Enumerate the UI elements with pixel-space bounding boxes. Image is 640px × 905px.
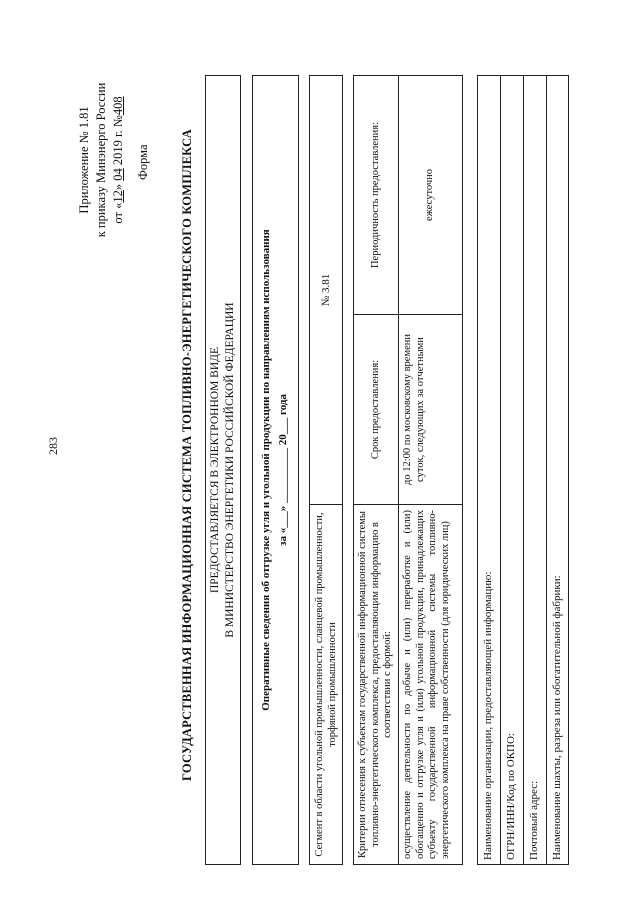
document-title: ГОСУДАРСТВЕННАЯ ИНФОРМАЦИОННАЯ СИСТЕМА ТОПЛИВНО-ЭНЕРГЕТИЧЕСКОГО КОМПЛЕКСА (180, 129, 194, 781)
deadline-value: до 12:00 по московскому времени суток, следующих за отчетными (402, 334, 426, 485)
segment-label: Сегмент в области угольной промышленности, сланцевой промышленности, торфяной промышленности (310, 504, 342, 864)
annex-date-mid1: » (111, 183, 125, 191)
mine-name-field[interactable]: Наименование шахты, разреза или обогатительной фабрики: (546, 75, 569, 865)
page-number: 283 (46, 437, 60, 455)
annex-block (76, 55, 127, 265)
postal-address-field[interactable]: Почтовый адрес: (523, 75, 546, 865)
report-box (252, 75, 299, 865)
deadline-header: Срок предоставления: (354, 315, 399, 504)
organization-fields (477, 75, 569, 865)
deadline-column (354, 314, 462, 504)
form-label: Форма (136, 144, 150, 180)
periodicity-header: Периодичность предоставления: (354, 76, 399, 314)
segment-box (309, 75, 343, 865)
annex-date-mid2: 2019 г. № (111, 115, 125, 166)
form-number: № 3.81 (320, 273, 332, 307)
annex-line-1: Приложение № 1.81 (77, 106, 91, 214)
provided-line-2: В МИНИСТЕРСТВО ЭНЕРГЕТИКИ РОССИЙСКОЙ ФЕДЕРАЦИИ (224, 302, 236, 638)
criteria-header: Критерии отнесения к субъектам государственной информационной системы топливно-энергетического комплекса, предоставляющим информацию в соответствии с формой: (354, 505, 399, 864)
annex-line-3 (110, 55, 127, 265)
annex-month: 04 (111, 168, 125, 181)
criteria-column (354, 504, 462, 864)
annex-number: 408 (111, 96, 125, 116)
periodicity-value: ежесуточно (424, 168, 436, 222)
criteria-value: осуществление деятельности по добыче и (или) переработке и (или) обогащению и отгрузке угля и (или) угольной продукции, принадлежащих субъекту государственной информационной системы топливно-энергетического комплекса на праве собственности (для юридических лиц) (402, 510, 451, 859)
ogrn-field[interactable]: ОГРН/ИНН/Код по ОКПО: (500, 75, 523, 865)
report-period: за «___» __________ 20___ года (277, 394, 289, 546)
provided-line-1: ПРЕДОСТАВЛЯЕТСЯ В ЭЛЕКТРОННОМ ВИДЕ (209, 346, 221, 594)
annex-date-prefix: от « (111, 202, 125, 224)
periodicity-column (354, 76, 462, 314)
annex-day: 12 (111, 190, 125, 203)
criteria-table (353, 75, 463, 865)
report-title: Оперативные сведения об отгрузке угля и угольной продукции по направлениям использования (260, 229, 272, 711)
provided-box (205, 75, 241, 865)
org-name-field[interactable]: Наименование организации, предоставляющей информацию: (477, 75, 500, 865)
annex-line-2: к приказу Минэнерго России (94, 82, 108, 238)
